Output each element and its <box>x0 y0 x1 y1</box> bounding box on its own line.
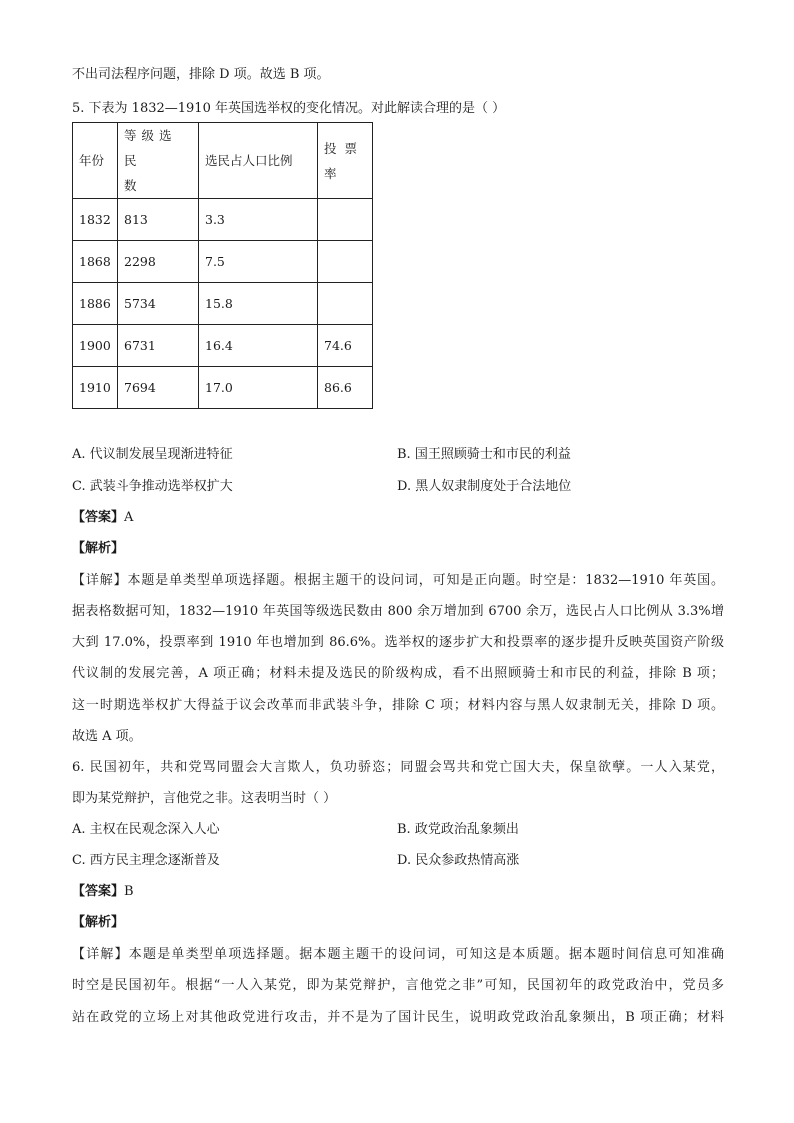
q5-detail-line: 这一时期选举权扩大得益于议会改革而非武装斗争，排除 C 项；材料内容与黑人奴隶制无关，排除 D 项。 <box>72 698 724 713</box>
table-header-row <box>73 123 373 199</box>
answer-value: B <box>124 884 134 899</box>
table-cell: 1910 <box>73 367 118 409</box>
answer-value: A <box>124 510 134 525</box>
q5-option-b: B. 国王照顾骑士和市民的利益 <box>397 447 571 462</box>
table-row <box>73 325 373 367</box>
table-cell <box>318 241 373 283</box>
q5-detail-line: 据表格数据可知，1832—1910 年英国等级选民数由 800 余万增加到 6700 余万，选民占人口比例从 3.3%增 <box>72 604 724 619</box>
table-row <box>73 241 373 283</box>
q6-detail-line: 时空是民国初年。根据“一人入某党，即为某党辩护，言他党之非”可知，民国初年的政党政治中，党员多 <box>72 978 724 993</box>
table-cell: 1868 <box>73 241 118 283</box>
q5-detail-line: 大到 17.0%，投票率到 1910 年也增加到 86.6%。选举权的逐步扩大和投票率的逐步提升反映英国资产阶级 <box>72 635 724 650</box>
header-year: 年份 <box>73 123 118 199</box>
question-6-stem: 6. 民国初年，共和党骂同盟会大言欺人，负功骄恣；同盟会骂共和党亡国大夫，保皇欲孽。一人入某党， <box>72 760 724 775</box>
table-cell: 86.6 <box>318 367 373 409</box>
q5-detail-line: 【详解】本题是单类型单项选择题。根据主题干的设问词，可知是正向题。时空是：1832—1910 年英国。 <box>72 573 724 588</box>
header-voters: 等级选民 数 <box>118 123 199 199</box>
q6-detail-line: 站在政党的立场上对其他政党进行攻击，并不是为了国计民生，说明政党政治乱象频出，B 项正确；材料 <box>72 1010 724 1025</box>
q5-option-d: D. 黑人奴隶制度处于合法地位 <box>397 479 572 494</box>
table-cell: 1832 <box>73 199 118 241</box>
q6-answer <box>72 883 134 901</box>
q6-option-a: A. 主权在民观念深入人心 <box>72 822 220 837</box>
table-row <box>73 199 373 241</box>
question-5-stem: 5. 下表为 1832—1910 年英国选举权的变化情况。对此解读合理的是（ ） <box>72 101 506 116</box>
table-cell <box>318 283 373 325</box>
q5-answer <box>72 509 133 527</box>
answer-tag: 【答案】 <box>72 510 125 525</box>
table-cell: 1900 <box>73 325 118 367</box>
q5-detail-line: 故选 A 项。 <box>72 729 142 744</box>
table-cell: 5734 <box>118 283 199 325</box>
text-line: 不出司法程序问题，排除 D 项。故选 B 项。 <box>72 67 330 82</box>
q6-option-b: B. 政党政治乱象频出 <box>397 822 519 837</box>
table-cell: 3.3 <box>199 199 318 241</box>
q6-detail-line: 【详解】本题是单类型单项选择题。据本题主题干的设问词，可知这是本质题。据本题时间信息可知准确 <box>72 947 724 962</box>
table-cell: 2298 <box>118 241 199 283</box>
table-cell: 7.5 <box>199 241 318 283</box>
table-cell: 17.0 <box>199 367 318 409</box>
header-ratio: 选民占人口比例 <box>199 123 318 199</box>
q5-detail-line: 代议制的发展完善，A 项正确；材料未提及选民的阶级构成，看不出照顾骑士和市民的利益，排除 B 项； <box>72 666 724 681</box>
answer-tag: 【答案】 <box>72 884 125 899</box>
table-cell: 1886 <box>73 283 118 325</box>
question-6-stem: 即为某党辩护，言他党之非。这表明当时（ ） <box>72 791 337 806</box>
q5-option-a: A. 代议制发展呈现渐进特征 <box>72 447 233 462</box>
q6-analysis-tag: 【解析】 <box>72 915 125 930</box>
table-cell: 7694 <box>118 367 199 409</box>
table-row <box>73 283 373 325</box>
table-cell: 16.4 <box>199 325 318 367</box>
header-turnout: 投 票 率 <box>318 123 373 199</box>
q6-option-c: C. 西方民主理念逐渐普及 <box>72 853 220 868</box>
table-cell: 15.8 <box>199 283 318 325</box>
table-cell <box>318 199 373 241</box>
q6-option-d: D. 民众参政热情高涨 <box>397 853 520 868</box>
q5-option-c: C. 武装斗争推动选举权扩大 <box>72 479 233 494</box>
table-cell: 6731 <box>118 325 199 367</box>
election-table <box>72 122 373 409</box>
q5-analysis-tag: 【解析】 <box>72 541 125 556</box>
table-cell: 813 <box>118 199 199 241</box>
table-cell: 74.6 <box>318 325 373 367</box>
table-row <box>73 367 373 409</box>
